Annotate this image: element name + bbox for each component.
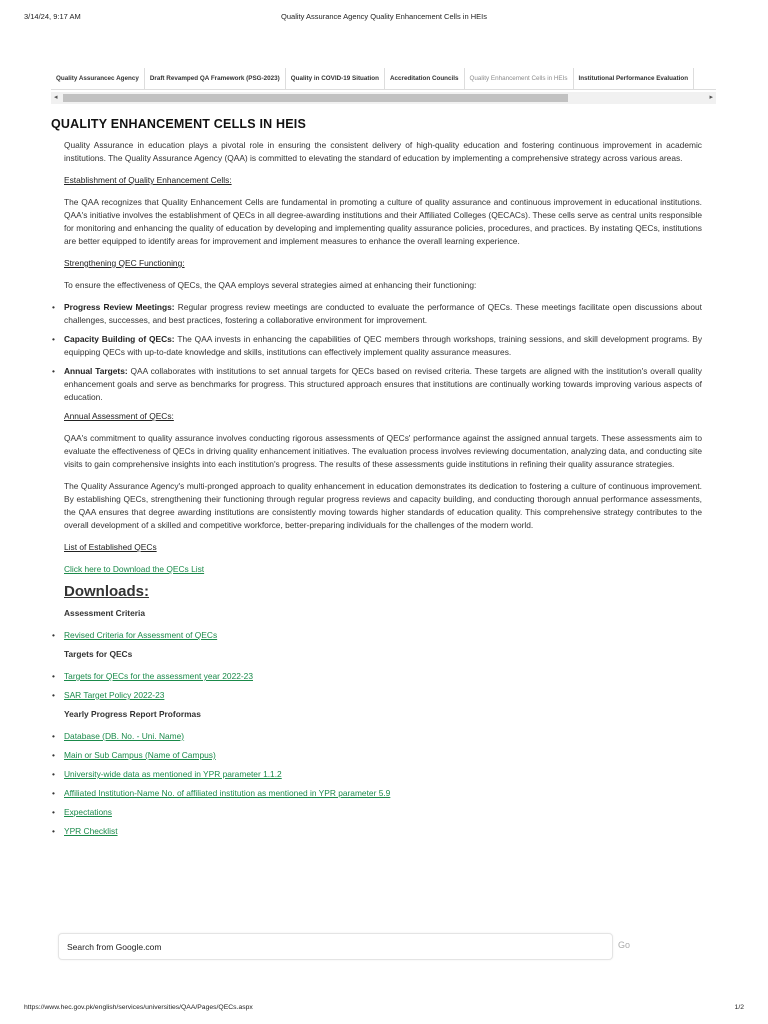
go-button[interactable]: Go <box>618 940 631 950</box>
download-qec-list-link[interactable]: Click here to Download the QECs List <box>64 564 205 574</box>
list-item <box>50 825 702 838</box>
main-sub-campus-link[interactable]: Main or Sub Campus (Name of Campus) <box>64 750 216 760</box>
list-item-text: Regular progress review meetings are conducted to evaluate the performance of QECs. These meetings facilitate open discussions about challenges, successes, and best practices, fostering a collaborative environment for improvement. <box>64 302 702 325</box>
university-wide-data-link[interactable]: University-wide data as mentioned in YPR parameter 1.1.2 <box>64 769 282 779</box>
targets-2022-23-link[interactable]: Targets for QECs for the assessment year 2022-23 <box>64 671 253 681</box>
main-content <box>64 139 702 844</box>
print-url: https://www.hec.gov.pk/english/services/universities/QAA/Pages/QECs.aspx <box>24 1004 253 1011</box>
list-item-term: Progress Review Meetings: <box>64 302 175 312</box>
strengthening-intro: To ensure the effectiveness of QECs, the QAA employs several strategies aimed at enhancing their functioning: <box>64 280 477 290</box>
assessment-paragraph: QAA's commitment to quality assurance involves conducting rigorous assessments of QECs' performance against the assigned annual targets. These assessments aim to evaluate the effectiveness of QECs in driving quality enhancement initiatives. The evaluation process involves reviewing documentation, analyzing data, and conducting site visits to gain comprehensive insights into each institution's progress. The results of these assessments guide institutions in refining their quality assurance strategies. <box>64 433 702 469</box>
group-title-assessment-criteria: Assessment Criteria <box>64 608 145 618</box>
search-input[interactable] <box>67 934 607 959</box>
list-item <box>50 806 702 819</box>
list-item <box>50 749 702 762</box>
print-page-number: 1/2 <box>734 1004 744 1011</box>
strategies-list <box>50 301 702 404</box>
list-item <box>50 787 702 800</box>
qec-list-heading: List of Established QECs <box>64 542 157 552</box>
tab-quality-covid[interactable]: Quality in COVID-19 Situation <box>286 68 385 90</box>
tab-accreditation-councils[interactable]: Accreditation Councils <box>385 68 465 90</box>
search-box <box>58 933 613 960</box>
list-item <box>50 689 702 702</box>
tab-institutional-performance[interactable]: Institutional Performance Evaluation <box>574 68 695 90</box>
approach-paragraph: The Quality Assurance Agency's multi-pronged approach to quality enhancement in education demonstrates its dedication to fostering a culture of continuous improvement. By establishing QECs, strengthening their functioning through regular progress reviews and capacity building, and conducting thorough annual performance assessments, the QAA ensures that degree awarding institutions are consistently moving towards higher standards of education quality. This comprehensive strategy contributes to the overall development of a skilled and competitive workforce, better-preparing individuals for the challenges of the modern world. <box>64 481 702 530</box>
ypr-checklist-link[interactable]: YPR Checklist <box>64 826 118 836</box>
list-item <box>50 333 702 359</box>
list-item <box>50 730 702 743</box>
affiliated-institution-link[interactable]: Affiliated Institution-Name No. of affiliated institution as mentioned in YPR parameter 5.9 <box>64 788 391 798</box>
group-title-targets: Targets for QECs <box>64 649 133 659</box>
list-item-text: The QAA invests in enhancing the capabilities of QEC members through workshops, training sessions, and skill development programs. By equipping QECs with up-to-date knowledge and skills, institutions can effectively implement quality assurance measures. <box>64 334 703 357</box>
list-item <box>50 768 702 781</box>
list-item <box>50 365 702 404</box>
revised-criteria-link[interactable]: Revised Criteria for Assessment of QECs <box>64 630 218 640</box>
establishment-paragraph: The QAA recognizes that Quality Enhancement Cells are fundamental in promoting a culture of quality assurance and continuous improvement in educational institutions. QAA's initiative involves the establishment of QECs in all degree-awarding institutions and their Affiliated Colleges (QECACs). These cells serve as central units responsible for monitoring and enhancing the quality of education by developing and implementing quality assurance policies, procedures, and practices. By instating QECs, institutions are better equipped to identify areas for improvement and implement measures to enhance the overall learning experience. <box>64 197 702 246</box>
list-item-text: QAA collaborates with institutions to set annual targets for QECs based on revised criteria. These targets are aligned with the institution's overall quality enhancement goals and serve as benchmarks for progress. This structured approach ensures that institutions are continually working towards improving various aspects of education. <box>64 366 702 402</box>
list-item-term: Capacity Building of QECs: <box>64 334 175 344</box>
group-title-ypr-proformas: Yearly Progress Report Proformas <box>64 709 201 719</box>
list-item <box>50 670 702 683</box>
database-link[interactable]: Database (DB. No. - Uni. Name) <box>64 731 185 741</box>
list-item <box>50 301 702 327</box>
section-heading-annual-assessment: Annual Assessment of QECs: <box>64 411 174 421</box>
downloads-heading: Downloads: <box>64 583 149 600</box>
print-datetime: 3/14/24, 9:17 AM <box>24 12 81 21</box>
assessment-criteria-list <box>50 629 702 642</box>
tab-quality-enhancement-cells[interactable]: Quality Enhancement Cells in HEIs <box>465 68 574 90</box>
section-heading-establishment: Establishment of Quality Enhancement Cells: <box>64 175 232 185</box>
list-item-term: Annual Targets: <box>64 366 128 376</box>
scrollbar-thumb[interactable] <box>63 94 568 102</box>
tab-scrollbar[interactable] <box>51 92 716 104</box>
scroll-left-icon[interactable]: ◂ <box>54 94 58 101</box>
list-item <box>50 629 702 642</box>
intro-paragraph: Quality Assurance in education plays a pivotal role in ensuring the consistent delivery of high-quality education and fostering continuous improvement in academic institutions. The Quality Assurance Agency (QAA) is committed to elevating the standard of education by implementing a comprehensive strategy across various areas. <box>64 140 702 163</box>
scroll-right-icon[interactable]: ▸ <box>709 94 713 101</box>
print-title: Quality Assurance Agency Quality Enhancement Cells in HEIs <box>281 12 487 21</box>
sar-target-policy-link[interactable]: SAR Target Policy 2022-23 <box>64 690 165 700</box>
print-header <box>0 12 768 24</box>
targets-list <box>50 670 702 702</box>
page-title: QUALITY ENHANCEMENT CELLS IN HEIS <box>51 117 306 131</box>
tab-draft-qa-framework[interactable]: Draft Revamped QA Framework (PSG-2023) <box>145 68 286 90</box>
expectations-link[interactable]: Expectations <box>64 807 112 817</box>
tab-bar <box>51 68 716 90</box>
ypr-proformas-list <box>50 730 702 838</box>
section-heading-strengthening: Strengthening QEC Functioning: <box>64 258 185 268</box>
tab-quality-assurance-agency[interactable]: Quality Assurancec Agency <box>51 68 145 90</box>
